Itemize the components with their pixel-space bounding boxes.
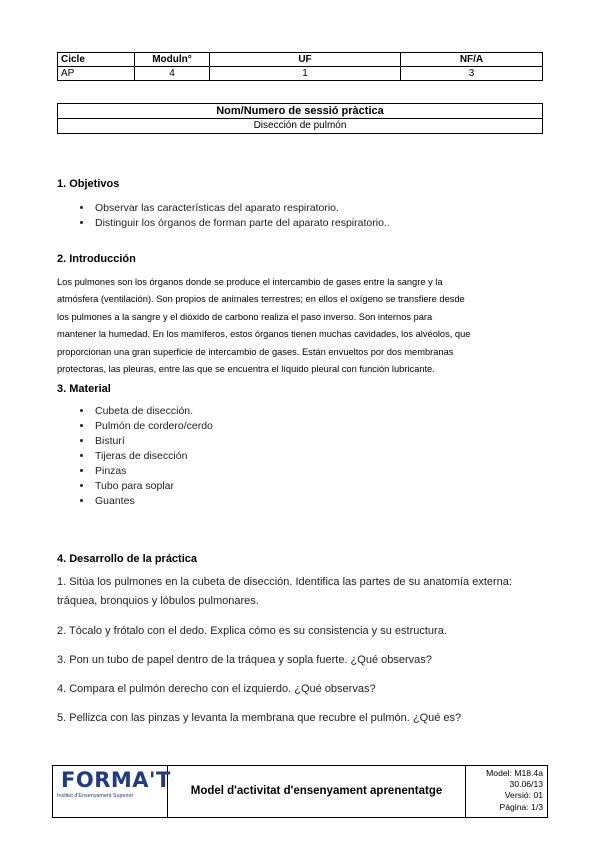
meta-value-row	[58, 67, 543, 81]
meta-table	[57, 52, 543, 81]
session-subtitle: Disección de pulmón	[253, 120, 347, 131]
formet-logo	[53, 766, 171, 817]
meta-value-uf: 1	[210, 67, 401, 81]
list-item: • Pinzas	[93, 464, 553, 479]
meta-value-cicle: AP	[58, 67, 135, 81]
meta-header-nfa: NF/A	[401, 53, 543, 67]
meta-header-row	[58, 53, 543, 67]
logo-name: FORMA'T	[61, 768, 171, 792]
practice-heading: 4. Desarrollo de la práctica	[57, 553, 198, 565]
paragraph-line: Los pulmones son los órganos donde se produce el intercambio de gases entre la sangre y la	[57, 277, 443, 287]
footer-model: Model: M18.4a	[486, 768, 543, 778]
meta-header-modul: Moduln°	[135, 53, 210, 67]
list-item: • Tubo para soplar	[93, 479, 553, 494]
material-heading: 3. Material	[57, 383, 111, 395]
meta-header-uf: UF	[210, 53, 401, 67]
paragraph-line: mantener la humedad. En los mamíferos, estos órganos tienen muchas cavidades, los alvéolos, que	[57, 329, 471, 340]
paragraph-line: protectoras, las pleuras, entre las que se encuentra el líquido pleural con función lubricante.	[57, 364, 435, 375]
introduction-paragraph	[57, 274, 543, 378]
list-item: • Bisturí	[93, 434, 553, 449]
meta-header-cicle: Cicle	[58, 53, 135, 67]
paragraph-line: proporcionan una gran superficie de intercambio de gases. Están envueltos por dos membranas	[57, 346, 454, 357]
introduction-heading: 2. Introducción	[57, 253, 136, 265]
practice-step-3: 3. Pon un tubo de papel dentro de la tráquea y sopla fuerte. ¿Qué observas?	[57, 654, 432, 666]
footer-page: Página: 1/3	[499, 801, 543, 812]
list-item: • Distinguir los órganos de forman parte del aparato respiratorio..	[93, 216, 553, 231]
paragraph-line: atmósfera (ventilación). Son propios de animales terrestres; en ellos el oxígeno se transfiere desde	[57, 294, 465, 305]
footer-version: Versió: 01	[504, 790, 543, 801]
objectives-heading: 1. Objetivos	[57, 178, 120, 190]
footer-info	[467, 768, 543, 813]
practice-step-1: 1. Sitúa los pulmones en la cubeta de disección. Identifica las partes de su anatomía externa: tráquea, bronquios y lóbulos pulmonares.	[57, 576, 512, 607]
list-item: • Tijeras de disección	[93, 449, 553, 464]
page-footer	[52, 765, 548, 818]
meta-value-nfa: 3	[401, 67, 543, 81]
list-item: • Cubeta de disección.	[93, 404, 553, 419]
session-box	[57, 103, 543, 134]
footer-date: 30.06/13	[509, 779, 543, 790]
meta-value-modul: 4	[135, 67, 210, 81]
list-item: • Guantes	[93, 494, 553, 509]
list-item: • Observar las características del aparato respiratorio.	[93, 201, 553, 216]
paragraph-line: los pulmones a la sangre y el dióxido de carbono realiza el paso inverso. Son internos para	[57, 311, 433, 322]
objectives-list	[75, 201, 553, 231]
logo-subtitle: Institut d'Ensenyament Superior	[57, 793, 134, 799]
practice-step-4: 4. Compara el pulmón derecho con el izquierdo. ¿Qué observas?	[57, 683, 376, 695]
practice-step-2: 2. Tócalo y frótalo con el dedo. Explica cómo es su consistencia y su estructura.	[57, 625, 447, 637]
session-title: Nom/Numero de sessió pràctica	[58, 104, 542, 119]
material-list	[75, 404, 553, 509]
footer-title: Model d'activitat d'ensenyament aprenentatge	[168, 766, 466, 817]
list-item: • Pulmón de cordero/cerdo	[93, 419, 553, 434]
practice-step-5: 5. Pellizca con las pinzas y levanta la membrana que recubre el pulmón. ¿Qué es?	[57, 712, 462, 724]
